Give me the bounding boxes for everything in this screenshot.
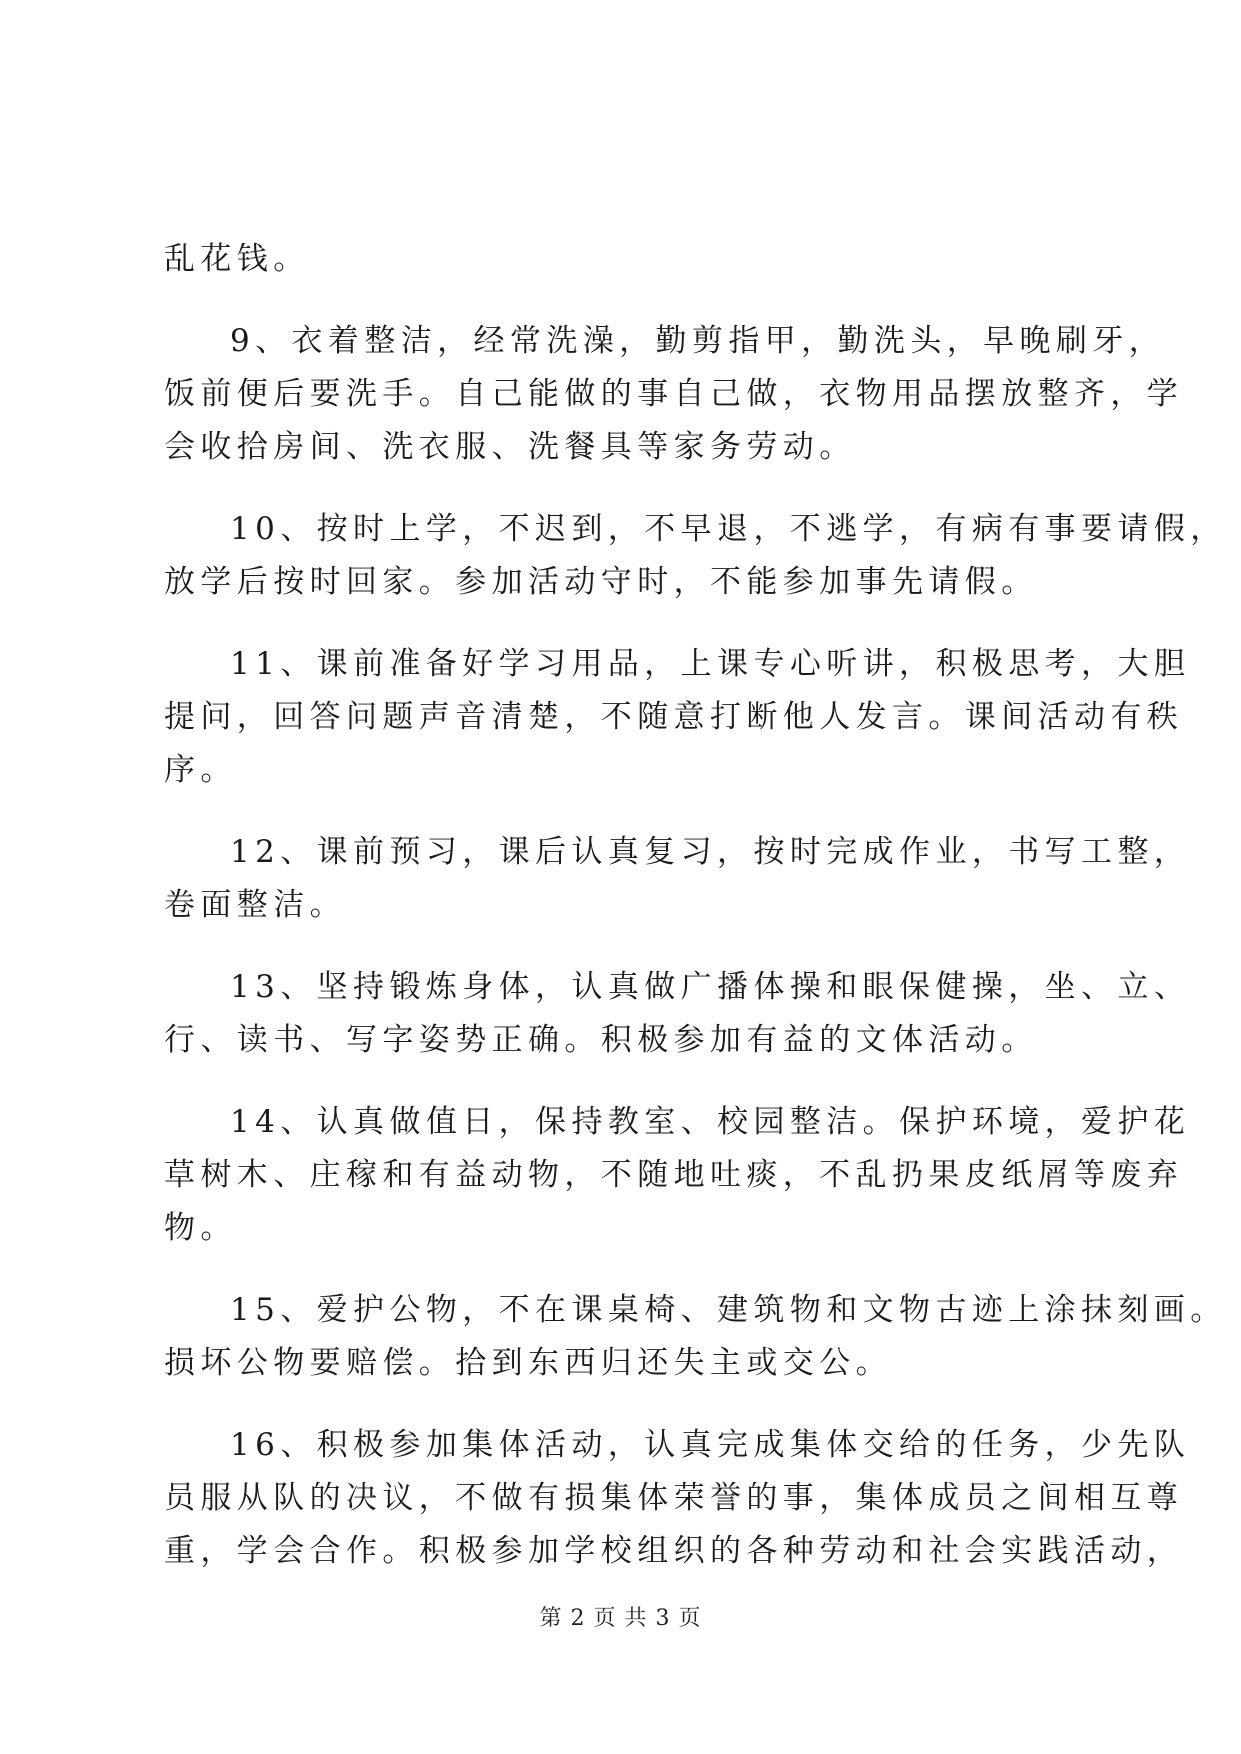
text-line: 提问，回答问题声音清楚，不随意打断他人发言。课间活动有秩 [164, 699, 1184, 735]
text-line: 9、衣着整洁，经常洗澡，勤剪指甲，勤洗头，早晚刷牙， [230, 323, 1166, 359]
text-line: 放学后按时回家。参加活动守时，不能参加事先请假。 [164, 564, 1038, 600]
text-line: 物。 [164, 1210, 237, 1246]
text-line: 草树木、庄稼和有益动物，不随地吐痰，不乱扔果皮纸屑等废弃 [164, 1157, 1184, 1193]
page-number-footer: 第 2 页 共 3 页 [539, 1606, 702, 1631]
text-line: 行、读书、写字姿势正确。积极参加有益的文体活动。 [164, 1022, 1038, 1058]
text-line: 乱花钱。 [164, 241, 310, 277]
text-line: 12、课前预习，课后认真复习，按时完成作业，书写工整， [230, 834, 1191, 870]
text-line: 16、积极参加集体活动，认真完成集体交给的任务，少先队 [230, 1427, 1191, 1463]
text-line: 11、课前准备好学习用品，上课专心听讲，积极思考，大胆 [230, 646, 1191, 682]
text-line: 10、按时上学，不迟到，不早退，不逃学，有病有事要请假， [230, 511, 1227, 547]
text-line: 饭前便后要洗手。自己能做的事自己做，衣物用品摆放整齐，学 [164, 376, 1184, 412]
text-line: 卷面整洁。 [164, 887, 346, 923]
text-line: 15、爱护公物，不在课桌椅、建筑物和文物古迹上涂抹刻画。 [230, 1292, 1227, 1328]
text-line: 重，学会合作。积极参加学校组织的各种劳动和社会实践活动， [164, 1533, 1184, 1569]
text-line: 损坏公物要赔偿。拾到东西归还失主或交公。 [164, 1345, 892, 1381]
text-line: 序。 [164, 752, 237, 788]
text-line: 13、坚持锻炼身体，认真做广播体操和眼保健操，坐、立、 [230, 969, 1191, 1005]
text-line: 14、认真做值日，保持教室、校园整洁。保护环境，爱护花 [230, 1104, 1191, 1140]
text-line: 员服从队的决议，不做有损集体荣誉的事，集体成员之间相互尊 [164, 1480, 1184, 1516]
text-line: 会收拾房间、洗衣服、洗餐具等家务劳动。 [164, 429, 856, 465]
